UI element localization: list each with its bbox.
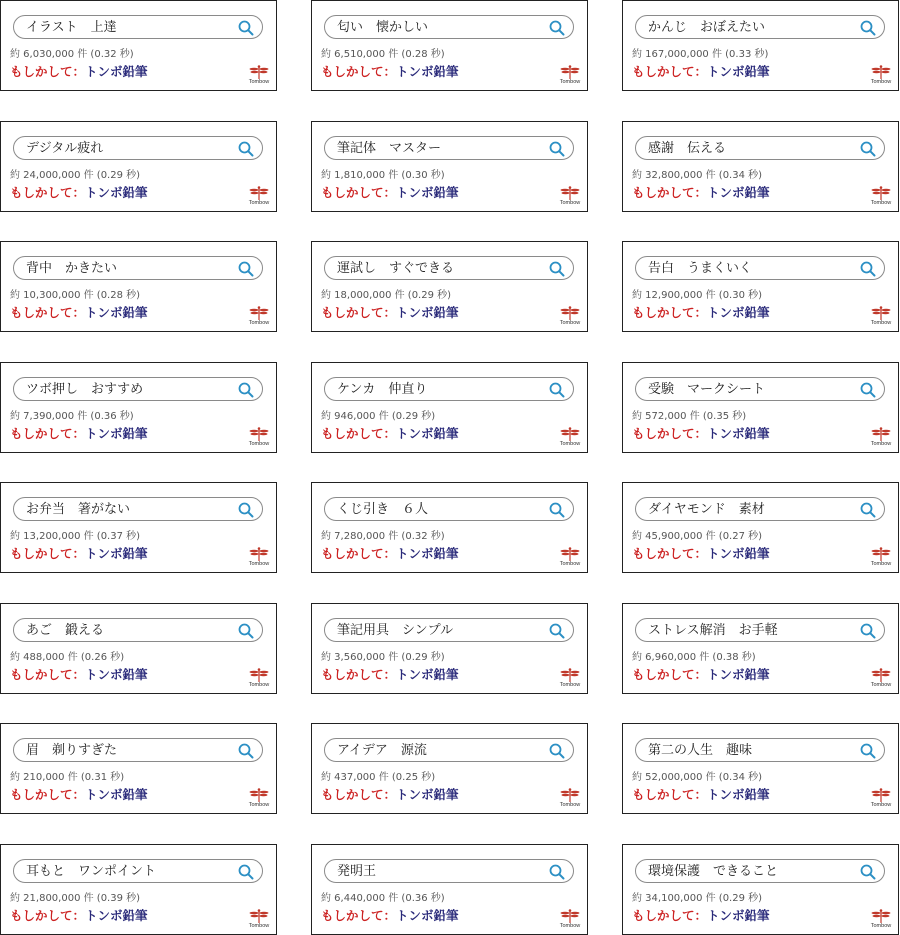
dragonfly-icon: [871, 427, 891, 441]
did-you-mean-label: もしかして：: [632, 425, 708, 441]
result-count: 約 572,000 件 (0.35 秒): [632, 410, 747, 422]
result-count: 約 52,000,000 件 (0.34 秒): [632, 772, 763, 783]
search-icon[interactable]: [549, 261, 565, 277]
search-icon[interactable]: [238, 502, 254, 518]
did-you-mean[interactable]: [10, 906, 148, 924]
logo-text: Tombow: [248, 440, 270, 447]
logo-text: Tombow: [870, 320, 892, 326]
did-you-mean[interactable]: [321, 785, 459, 803]
result-count: 約 946,000 件 (0.29 秒): [321, 410, 436, 422]
search-icon[interactable]: [860, 141, 876, 157]
search-query: 第二の人生 趣味: [648, 743, 753, 758]
search-icon[interactable]: [860, 623, 876, 639]
tombow-logo: [247, 788, 271, 812]
logo-text: Tombow: [559, 440, 581, 447]
search-icon[interactable]: [549, 20, 565, 36]
dragonfly-icon: [560, 668, 580, 682]
search-icon[interactable]: [238, 261, 254, 277]
search-input[interactable]: [324, 497, 574, 521]
result-count: 約 210,000 件 (0.31 秒): [10, 772, 125, 783]
did-you-mean-label: もしかして：: [321, 64, 397, 79]
search-card: [622, 121, 899, 212]
search-icon[interactable]: [860, 743, 876, 759]
did-you-mean-link[interactable]: トンボ鉛筆: [396, 546, 459, 561]
logo-text: Tombow: [870, 922, 892, 929]
search-icon[interactable]: [860, 261, 876, 277]
tombow-logo: [247, 427, 271, 451]
search-input[interactable]: [635, 377, 885, 401]
tombow-logo: [558, 427, 582, 451]
logo-text: Tombow: [870, 440, 892, 447]
search-input[interactable]: [13, 497, 263, 521]
search-input[interactable]: [324, 256, 574, 280]
result-count: 約 13,200,000 件 (0.37 秒): [10, 531, 141, 542]
did-you-mean-link[interactable]: トンボ鉛筆: [85, 787, 148, 802]
did-you-mean[interactable]: [10, 665, 148, 683]
search-input[interactable]: [324, 377, 574, 401]
search-input[interactable]: [635, 136, 885, 160]
did-you-mean-link[interactable]: トンボ鉛筆: [396, 907, 459, 923]
did-you-mean-label: もしかして：: [632, 546, 708, 561]
search-query: 告白 うまくいく: [648, 261, 753, 276]
search-input[interactable]: [635, 15, 885, 39]
logo-text: Tombow: [870, 802, 892, 808]
search-card: [311, 362, 588, 453]
search-card: [622, 0, 899, 91]
search-icon[interactable]: [238, 20, 254, 36]
dragonfly-icon: [560, 186, 580, 200]
search-input[interactable]: [13, 15, 263, 39]
did-you-mean-link[interactable]: トンボ鉛筆: [85, 907, 148, 923]
result-count: 約 6,510,000 件 (0.28 秒): [321, 49, 445, 60]
dragonfly-icon: [560, 427, 580, 441]
did-you-mean-link[interactable]: トンボ鉛筆: [396, 666, 459, 682]
did-you-mean-label: もしかして：: [321, 184, 397, 200]
dragonfly-icon: [249, 186, 269, 200]
search-query: かんじ おぼえたい: [648, 20, 766, 35]
dragonfly-icon: [871, 788, 891, 802]
dragonfly-icon: [871, 668, 891, 682]
tombow-logo: [247, 306, 271, 330]
result-count: 約 10,300,000 件 (0.28 秒): [10, 290, 141, 301]
search-input[interactable]: [635, 738, 885, 762]
search-card: [0, 362, 277, 453]
did-you-mean-link[interactable]: トンボ鉛筆: [396, 184, 459, 200]
did-you-mean-link[interactable]: トンボ鉛筆: [396, 425, 459, 441]
did-you-mean[interactable]: [632, 665, 770, 683]
search-input[interactable]: [635, 497, 885, 521]
did-you-mean-link[interactable]: トンボ鉛筆: [85, 425, 148, 441]
tombow-logo: [247, 668, 271, 692]
did-you-mean[interactable]: [321, 544, 459, 562]
logo-text: Tombow: [248, 199, 270, 206]
search-icon[interactable]: [238, 623, 254, 639]
logo-text: Tombow: [248, 561, 270, 567]
dragonfly-icon: [871, 909, 891, 923]
did-you-mean-link[interactable]: トンボ鉛筆: [707, 305, 770, 320]
result-count: 約 167,000,000 件 (0.33 秒): [632, 49, 769, 60]
logo-text: Tombow: [248, 681, 270, 688]
logo-text: Tombow: [559, 79, 581, 85]
search-card: [622, 844, 899, 935]
dragonfly-icon: [871, 186, 891, 200]
search-input[interactable]: [13, 859, 263, 883]
did-you-mean-link[interactable]: トンボ鉛筆: [396, 787, 459, 802]
did-you-mean[interactable]: [632, 183, 770, 201]
search-query: ストレス解消 お手軽: [648, 622, 778, 638]
search-input[interactable]: [324, 15, 574, 39]
search-card: [622, 241, 899, 332]
search-query: 発明王: [337, 863, 377, 879]
logo-text: Tombow: [870, 79, 892, 85]
search-icon[interactable]: [549, 743, 565, 759]
did-you-mean-label: もしかして：: [632, 305, 708, 320]
search-query: ケンカ 仲直り: [337, 381, 428, 397]
did-you-mean-link[interactable]: トンボ鉛筆: [707, 787, 770, 802]
logo-text: Tombow: [559, 922, 581, 929]
result-count: 約 24,000,000 件 (0.29 秒): [10, 169, 141, 181]
did-you-mean[interactable]: [10, 424, 148, 442]
search-card: [622, 362, 899, 453]
search-query: ダイヤモンド 素材: [648, 502, 765, 517]
did-you-mean[interactable]: [321, 303, 459, 321]
result-count: 約 32,800,000 件 (0.34 秒): [632, 169, 763, 181]
logo-text: Tombow: [248, 320, 270, 326]
search-query: アイデア 源流: [337, 743, 427, 758]
search-icon[interactable]: [549, 382, 565, 398]
result-count: 約 6,960,000 件 (0.38 秒): [632, 651, 756, 663]
search-icon[interactable]: [549, 502, 565, 518]
tombow-logo: [869, 668, 893, 692]
tombow-logo: [247, 547, 271, 571]
dragonfly-icon: [560, 788, 580, 802]
search-icon[interactable]: [860, 20, 876, 36]
search-query: 筆記用具 シンプル: [337, 622, 454, 638]
search-input[interactable]: [13, 738, 263, 762]
tombow-logo: [869, 186, 893, 210]
search-card: [311, 121, 588, 212]
logo-text: Tombow: [559, 561, 581, 567]
search-icon[interactable]: [860, 502, 876, 518]
did-you-mean[interactable]: [632, 906, 770, 924]
result-count: 約 437,000 件 (0.25 秒): [321, 772, 436, 783]
did-you-mean[interactable]: [10, 544, 148, 562]
did-you-mean[interactable]: [632, 62, 770, 80]
tombow-logo: [869, 547, 893, 571]
did-you-mean-label: もしかして：: [10, 425, 86, 441]
did-you-mean-label: もしかして：: [10, 64, 86, 79]
did-you-mean-label: もしかして：: [632, 64, 708, 79]
tombow-logo: [869, 909, 893, 933]
did-you-mean-link[interactable]: トンボ鉛筆: [396, 305, 459, 320]
result-count: 約 18,000,000 件 (0.29 秒): [321, 290, 452, 301]
search-query: 感謝 伝える: [648, 140, 727, 156]
tombow-logo: [869, 306, 893, 330]
logo-text: Tombow: [870, 561, 892, 567]
result-count: 約 7,280,000 件 (0.32 秒): [321, 531, 445, 542]
dragonfly-icon: [871, 306, 891, 320]
search-input[interactable]: [13, 618, 263, 642]
tombow-logo: [558, 65, 582, 89]
dragonfly-icon: [560, 65, 580, 79]
search-card: [0, 0, 277, 91]
did-you-mean-label: もしかして：: [321, 907, 397, 923]
logo-text: Tombow: [559, 199, 581, 206]
search-icon[interactable]: [860, 382, 876, 398]
search-input[interactable]: [13, 256, 263, 280]
did-you-mean[interactable]: [632, 544, 770, 562]
dragonfly-icon: [249, 788, 269, 802]
dragonfly-icon: [249, 668, 269, 682]
search-query: イラスト 上達: [26, 20, 117, 35]
did-you-mean-label: もしかして：: [10, 184, 86, 200]
did-you-mean-link[interactable]: トンボ鉛筆: [85, 666, 148, 682]
did-you-mean[interactable]: [321, 183, 459, 201]
result-count: 約 21,800,000 件 (0.39 秒): [10, 892, 141, 904]
tombow-logo: [558, 909, 582, 933]
tombow-logo: [558, 306, 582, 330]
search-input[interactable]: [324, 136, 574, 160]
logo-text: Tombow: [248, 802, 270, 808]
search-query: 環境保護 できること: [648, 863, 779, 879]
tombow-logo: [558, 668, 582, 692]
search-icon[interactable]: [238, 141, 254, 157]
did-you-mean-label: もしかして：: [10, 787, 86, 802]
tombow-logo: [558, 547, 582, 571]
did-you-mean[interactable]: [632, 424, 770, 442]
dragonfly-icon: [249, 65, 269, 79]
did-you-mean-link[interactable]: トンボ鉛筆: [707, 64, 770, 79]
dragonfly-icon: [249, 427, 269, 441]
result-count: 約 34,100,000 件 (0.29 秒): [632, 892, 763, 904]
tombow-logo: [558, 186, 582, 210]
search-icon[interactable]: [860, 864, 876, 880]
search-card: [0, 482, 277, 573]
search-input[interactable]: [13, 136, 263, 160]
search-query: 受験 マークシート: [648, 381, 766, 397]
search-card: [311, 603, 588, 694]
dragonfly-icon: [560, 909, 580, 923]
search-card: [311, 0, 588, 91]
did-you-mean-link[interactable]: トンボ鉛筆: [707, 666, 770, 682]
logo-text: Tombow: [559, 802, 581, 808]
did-you-mean-link[interactable]: トンボ鉛筆: [707, 425, 770, 441]
tombow-logo: [558, 788, 582, 812]
did-you-mean[interactable]: [321, 906, 459, 924]
search-icon[interactable]: [549, 141, 565, 157]
search-card: [622, 603, 899, 694]
search-input[interactable]: [635, 256, 885, 280]
search-query: 眉 剃りすぎた: [26, 743, 118, 758]
logo-text: Tombow: [870, 199, 892, 206]
search-card: [311, 844, 588, 935]
search-query: お弁当 箸がない: [26, 502, 131, 517]
search-card: [622, 482, 899, 573]
search-icon[interactable]: [238, 864, 254, 880]
tombow-logo: [247, 65, 271, 89]
logo-text: Tombow: [248, 79, 270, 85]
did-you-mean[interactable]: [321, 665, 459, 683]
search-card: [0, 121, 277, 212]
did-you-mean-label: もしかして：: [321, 666, 397, 682]
dragonfly-icon: [871, 547, 891, 561]
search-card: [0, 241, 277, 332]
result-count: 約 6,030,000 件 (0.32 秒): [10, 49, 134, 60]
tombow-logo: [869, 788, 893, 812]
result-count: 約 45,900,000 件 (0.27 秒): [632, 531, 763, 542]
search-icon[interactable]: [549, 864, 565, 880]
did-you-mean[interactable]: [321, 424, 459, 442]
did-you-mean[interactable]: [10, 62, 148, 80]
did-you-mean[interactable]: [321, 62, 459, 80]
dragonfly-icon: [249, 547, 269, 561]
dragonfly-icon: [249, 909, 269, 923]
did-you-mean-label: もしかして：: [321, 305, 397, 320]
search-card: [0, 844, 277, 935]
search-card: [311, 482, 588, 573]
result-count: 約 1,810,000 件 (0.30 秒): [321, 169, 445, 181]
tombow-logo: [869, 427, 893, 451]
did-you-mean-label: もしかして：: [632, 907, 708, 923]
search-input[interactable]: [324, 618, 574, 642]
did-you-mean-label: もしかして：: [632, 184, 708, 200]
did-you-mean-link[interactable]: トンボ鉛筆: [707, 546, 770, 561]
did-you-mean[interactable]: [10, 183, 148, 201]
dragonfly-icon: [560, 306, 580, 320]
did-you-mean-link[interactable]: トンボ鉛筆: [707, 184, 770, 200]
search-query: 背中 かきたい: [26, 261, 118, 276]
logo-text: Tombow: [870, 681, 892, 688]
dragonfly-icon: [871, 65, 891, 79]
did-you-mean[interactable]: [632, 303, 770, 321]
did-you-mean-label: もしかして：: [321, 787, 397, 802]
search-query: ツボ押し おすすめ: [26, 381, 144, 397]
tombow-logo: [247, 909, 271, 933]
search-query: 筆記体 マスター: [337, 140, 442, 156]
did-you-mean-label: もしかして：: [321, 546, 397, 561]
did-you-mean-label: もしかして：: [10, 666, 86, 682]
did-you-mean[interactable]: [10, 785, 148, 803]
search-query: 匂い 懐かしい: [337, 20, 429, 35]
search-card: [311, 241, 588, 332]
search-input[interactable]: [13, 377, 263, 401]
did-you-mean-link[interactable]: トンボ鉛筆: [396, 64, 459, 79]
search-query: くじ引き ６人: [337, 502, 429, 517]
did-you-mean-label: もしかして：: [632, 787, 708, 802]
did-you-mean-label: もしかして：: [321, 425, 397, 441]
logo-text: Tombow: [248, 922, 270, 929]
result-count: 約 488,000 件 (0.26 秒): [10, 651, 125, 663]
search-icon[interactable]: [549, 623, 565, 639]
search-icon[interactable]: [238, 743, 254, 759]
did-you-mean-link[interactable]: トンボ鉛筆: [85, 184, 148, 200]
result-count: 約 12,900,000 件 (0.30 秒): [632, 290, 763, 301]
search-input[interactable]: [324, 738, 574, 762]
did-you-mean-label: もしかして：: [10, 907, 86, 923]
search-card: [622, 723, 899, 814]
search-card: [0, 603, 277, 694]
did-you-mean-link[interactable]: トンボ鉛筆: [85, 546, 148, 561]
did-you-mean-link[interactable]: トンボ鉛筆: [85, 64, 148, 79]
did-you-mean[interactable]: [632, 785, 770, 803]
dragonfly-icon: [249, 306, 269, 320]
logo-text: Tombow: [559, 681, 581, 688]
dragonfly-icon: [560, 547, 580, 561]
result-count: 約 6,440,000 件 (0.36 秒): [321, 892, 445, 904]
search-icon[interactable]: [238, 382, 254, 398]
search-input[interactable]: [635, 859, 885, 883]
did-you-mean-label: もしかして：: [10, 305, 86, 320]
tombow-logo: [869, 65, 893, 89]
did-you-mean[interactable]: [10, 303, 148, 321]
tombow-logo: [247, 186, 271, 210]
did-you-mean-link[interactable]: トンボ鉛筆: [85, 305, 148, 320]
search-query: 運試し すぐできる: [337, 261, 455, 276]
search-card: [0, 723, 277, 814]
search-query: あご 鍛える: [26, 622, 105, 638]
search-query: デジタル疲れ: [26, 140, 104, 156]
result-count: 約 7,390,000 件 (0.36 秒): [10, 410, 134, 422]
search-card: [311, 723, 588, 814]
search-input[interactable]: [635, 618, 885, 642]
result-count: 約 3,560,000 件 (0.29 秒): [321, 651, 445, 663]
logo-text: Tombow: [559, 320, 581, 326]
search-query: 耳もと ワンポイント: [26, 863, 157, 879]
did-you-mean-label: もしかして：: [632, 666, 708, 682]
search-input[interactable]: [324, 859, 574, 883]
did-you-mean-link[interactable]: トンボ鉛筆: [707, 907, 770, 923]
did-you-mean-label: もしかして：: [10, 546, 86, 561]
